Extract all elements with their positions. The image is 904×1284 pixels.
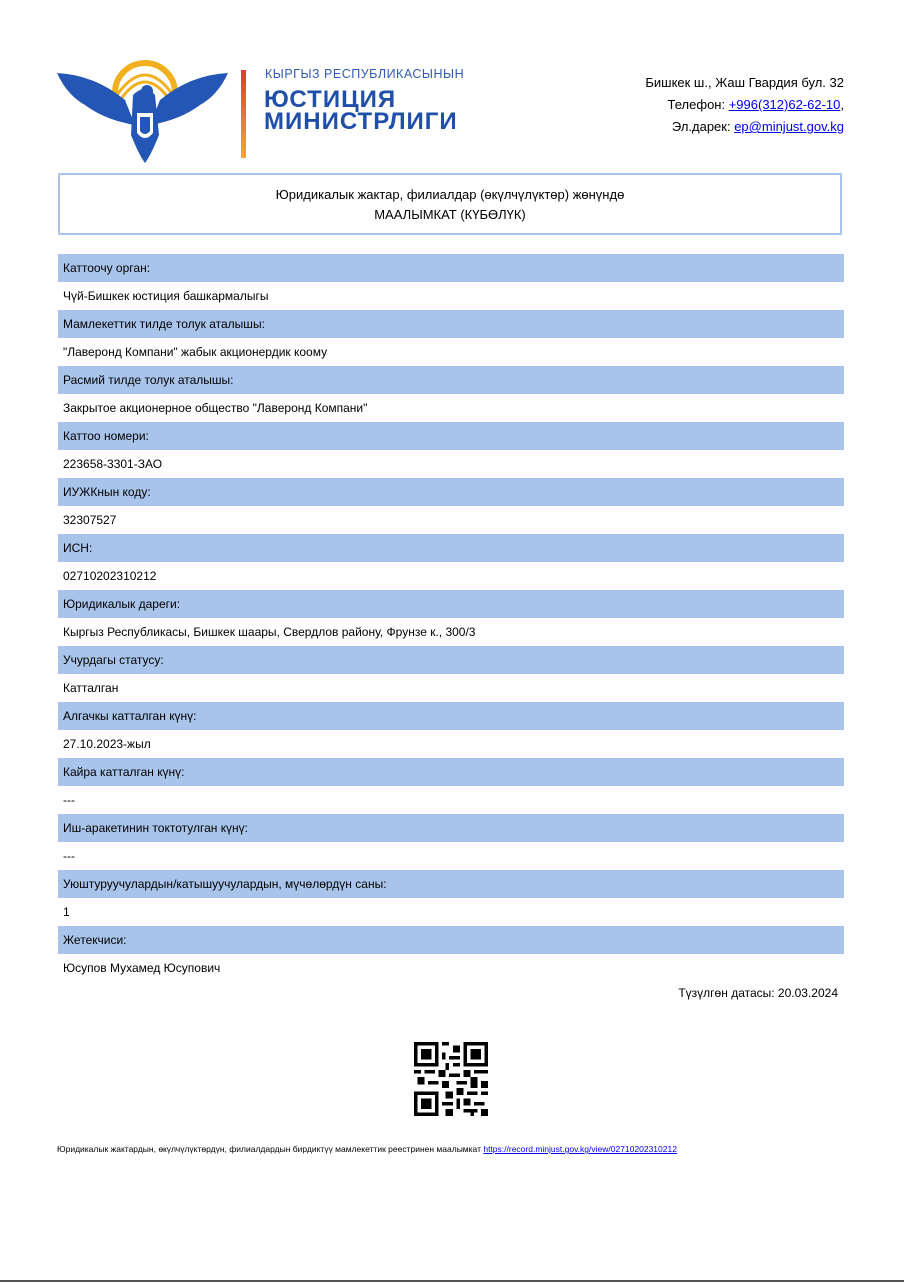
field-label: Кайра катталган күнү: [58, 758, 844, 786]
field-value: --- [58, 842, 844, 870]
document-title-box [58, 173, 842, 235]
contact-block [645, 72, 844, 138]
registry-fields [58, 254, 844, 982]
page-bottom-border [0, 1280, 904, 1282]
field-value: 27.10.2023-жыл [58, 730, 844, 758]
ministry-name-line1: ЮСТИЦИЯ [264, 86, 397, 113]
ministry-name-line2: МИНИСТРЛИГИ [264, 108, 458, 135]
field-label: Жетекчиси: [58, 926, 844, 954]
email-line [645, 116, 844, 138]
field-label: Каттоочу орган: [58, 254, 844, 282]
field-label: Мамлекеттик тилде толук аталышы: [58, 310, 844, 338]
field-value: 02710202310212 [58, 562, 844, 590]
field-label: Каттоо номери: [58, 422, 844, 450]
field-value: Кыргыз Республикасы, Бишкек шаары, Свердлов району, Фрунзе к., 300/3 [58, 618, 844, 646]
field-value: 1 [58, 898, 844, 926]
field-value: Чүй-Бишкек юстиция башкармалыгы [58, 282, 844, 310]
ministry-name [264, 86, 458, 135]
field-value: "Лаверонд Компани" жабык акционердик коому [58, 338, 844, 366]
field-label: ИСН: [58, 534, 844, 562]
record-link[interactable]: https://record.minjust.gov.kg/view/02710202310212 [483, 1144, 677, 1154]
address: Бишкек ш., Жаш Гвардия бул. 32 [645, 75, 844, 90]
field-label: ИУЖКнын коду: [58, 478, 844, 506]
field-value: Юсупов Мухамед Юсупович [58, 954, 844, 982]
document-title-line1: Юридикалык жактар, филиалдар (өкүлчүлүктөр) жөнүндө [275, 187, 625, 202]
field-value: 223658-3301-ЗАО [58, 450, 844, 478]
footer-note [57, 1144, 677, 1154]
document-title-line2: МААЛЫМКАТ (КҮБӨЛҮК) [374, 207, 526, 222]
phone-link[interactable]: +996(312)62-62-10 [728, 97, 841, 112]
eagle-emblem-icon [55, 55, 230, 165]
email-link[interactable]: ep@minjust.gov.kg [734, 119, 844, 134]
field-label: Юридикалык дареги: [58, 590, 844, 618]
brand-divider [241, 70, 246, 158]
field-label: Расмий тилде толук аталышы: [58, 366, 844, 394]
ministry-subtitle: КЫРГЫЗ РЕСПУБЛИКАСЫНЫН [265, 67, 465, 81]
field-value: Закрытое акционерное общество "Лаверонд Компани" [58, 394, 844, 422]
qr-code-icon [414, 1042, 488, 1116]
field-label: Алгачкы катталган күнү: [58, 702, 844, 730]
footer-text: Юридикалык жактардын, өкүлчүлүктөрдүн, филиалдардын бирдиктүү мамлекеттик реестринен маалымкат [57, 1144, 484, 1154]
phone-suffix: , [840, 97, 844, 112]
field-label: Учурдагы статусу: [58, 646, 844, 674]
field-label: Иш-аракетинин токтотулган күнү: [58, 814, 844, 842]
field-label: Уюштуруучулардын/катышуучулардын, мүчөлөрдүн саны: [58, 870, 844, 898]
field-value: Катталган [58, 674, 844, 702]
phone-line [645, 94, 844, 116]
issue-date: Түзүлгөн датасы: 20.03.2024 [678, 986, 838, 1000]
field-value: 32307527 [58, 506, 844, 534]
phone-label: Телефон: [667, 97, 729, 112]
field-value: --- [58, 786, 844, 814]
email-label: Эл.дарек: [671, 119, 735, 134]
